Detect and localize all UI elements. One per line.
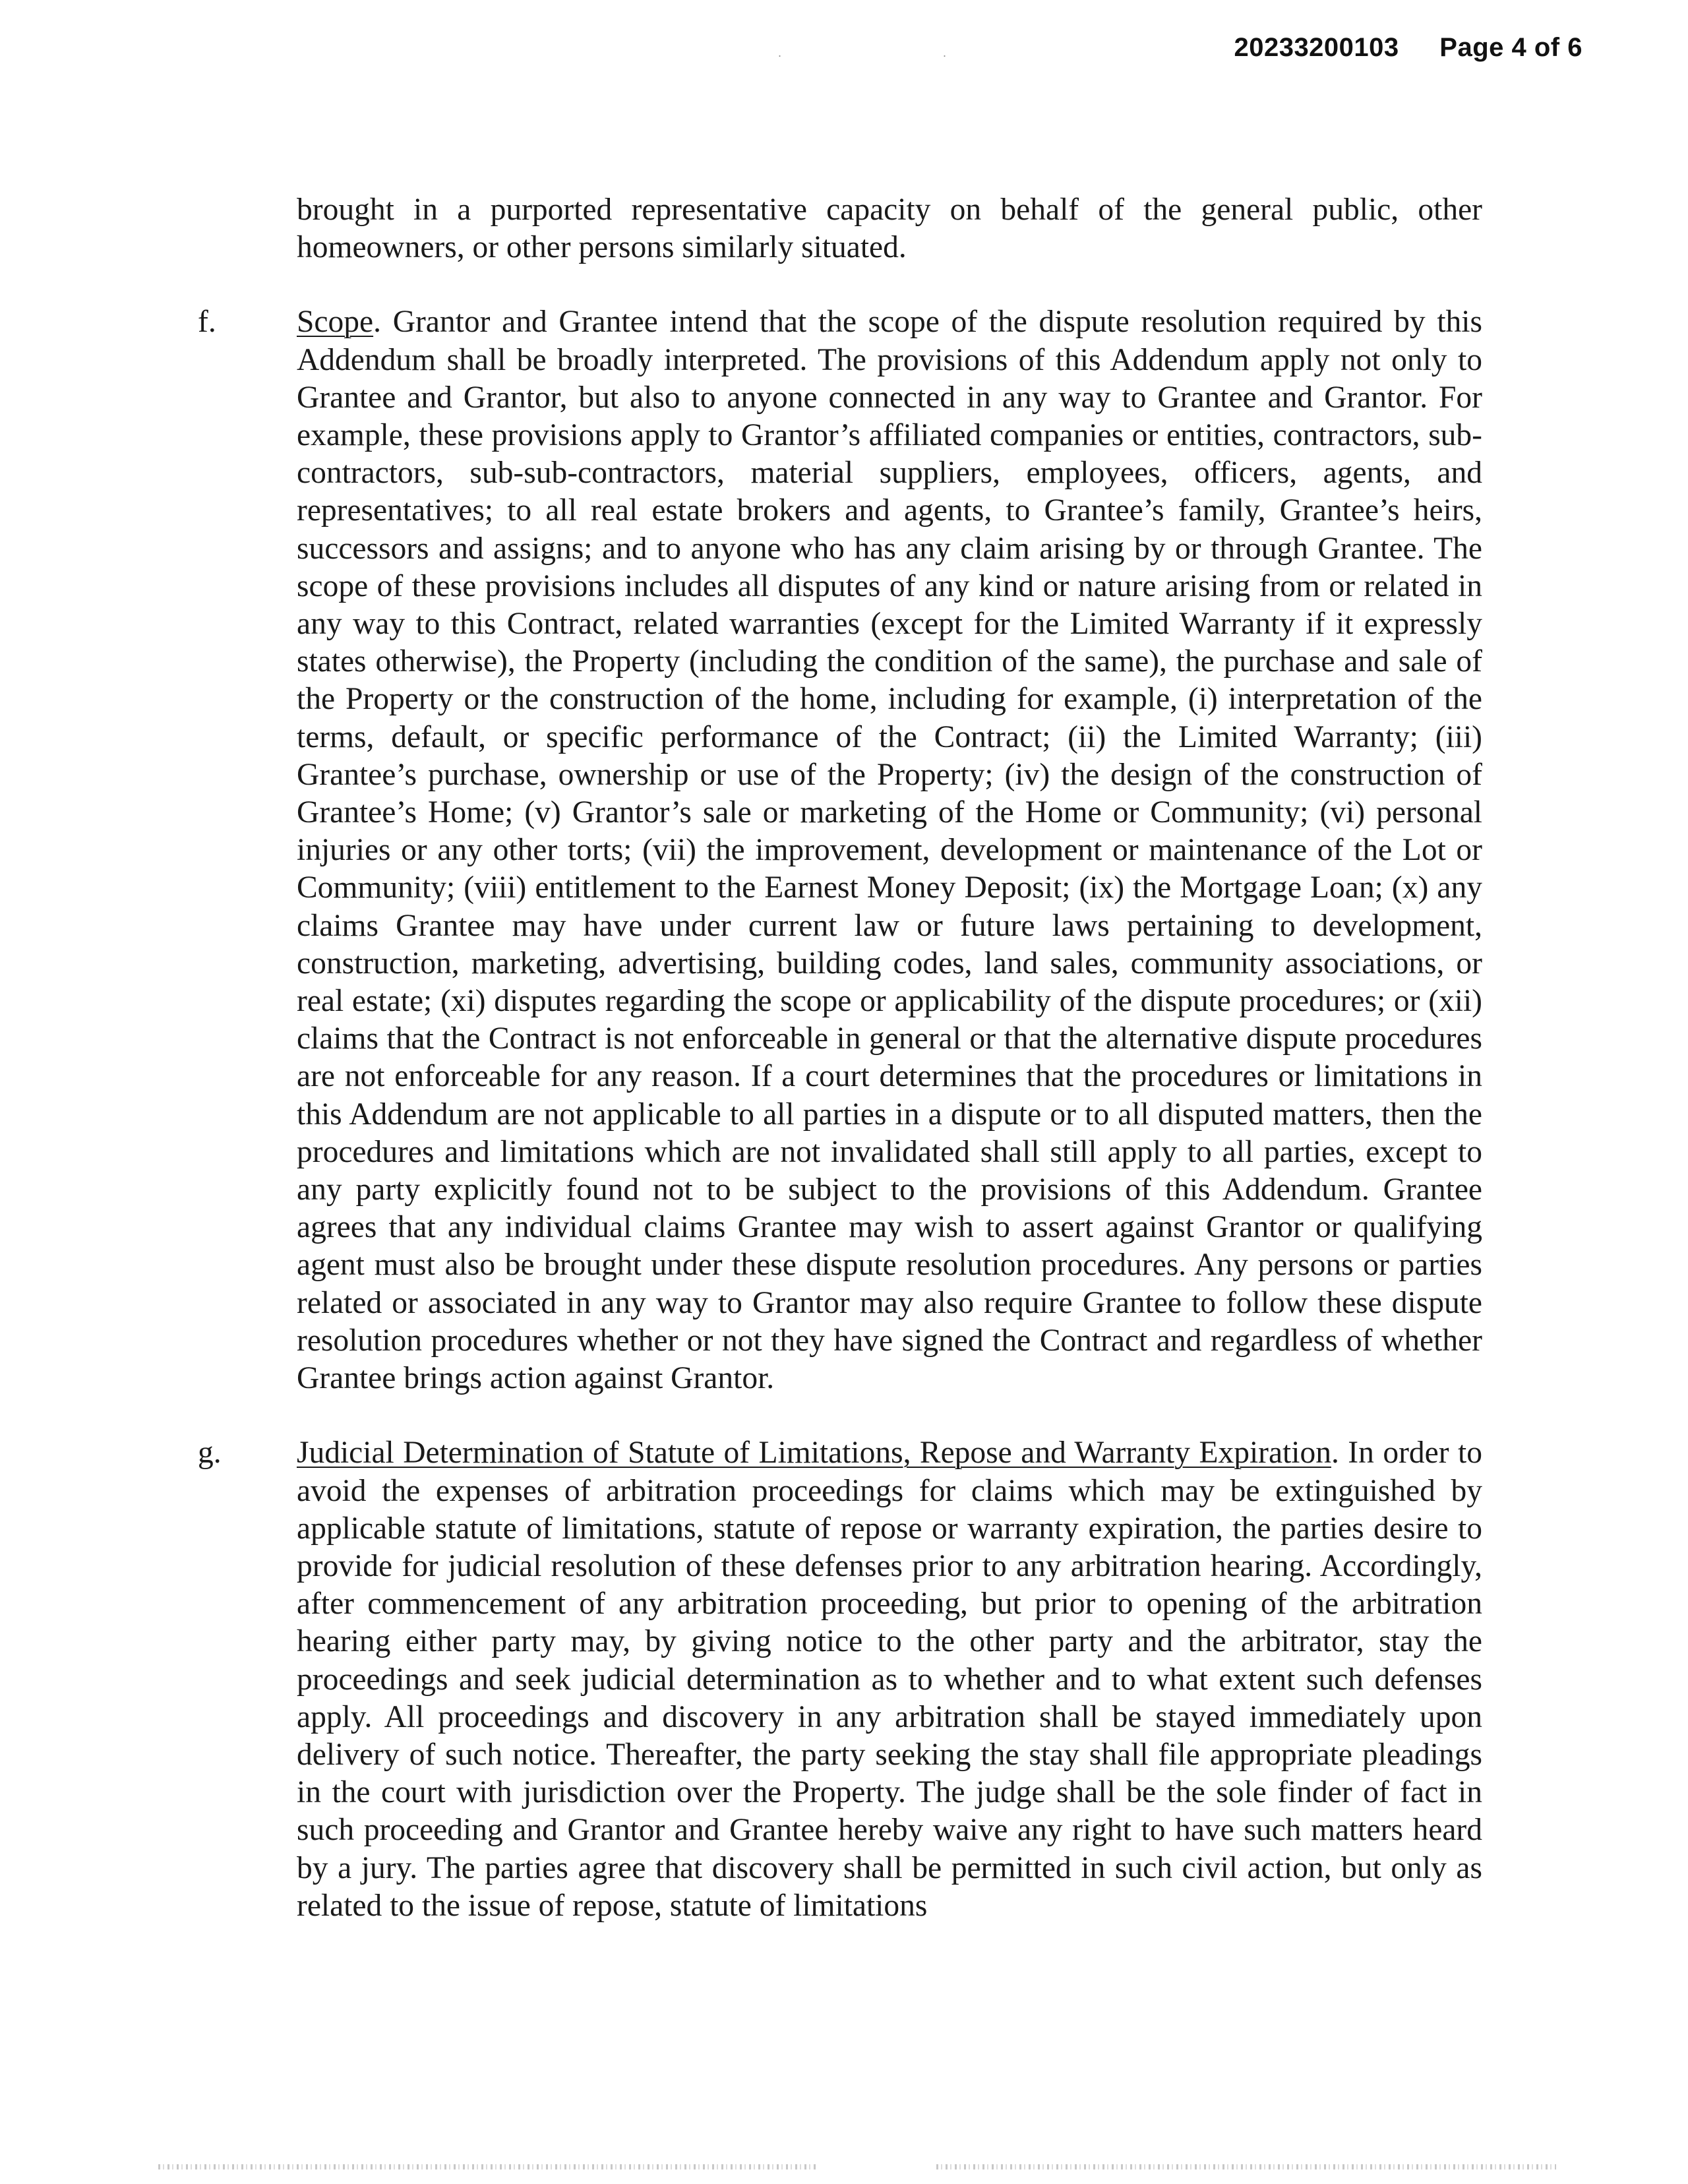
section-item-judicial-determination <box>198 1434 1482 1925</box>
document-body <box>198 191 1482 1925</box>
document-number: 20233200103 <box>1234 33 1399 62</box>
scan-noise-strip <box>936 2164 1556 2169</box>
item-paragraph <box>297 1434 1482 1925</box>
scan-artifact-marks: . . <box>778 46 1026 59</box>
page-number-label: Page 4 of 6 <box>1439 33 1582 62</box>
heading-punctuation: . <box>1331 1436 1339 1471</box>
item-marker: g. <box>198 1436 222 1471</box>
item-heading: Scope <box>297 305 374 340</box>
continued-paragraph: brought in a purported representative capacity on behalf of the general public, other homeowners, or other persons similarly situated. <box>297 193 1482 265</box>
heading-punctuation: . <box>373 305 381 340</box>
scan-noise-strip <box>158 2164 818 2169</box>
item-body-text: Grantor and Grantee intend that the scope of the dispute resolution required by this Addendum shall be broadly interpreted. The provisions of this Addendum apply not only to Grantee and Grantor, but also to anyone connected in any way to Grantee and Grantor. For example, these provisions apply to Grantor’s affiliated companies or entities, contractors, sub-contractors, sub-sub-contractors, material suppliers, employees, officers, agents, and representatives; to all real estate brokers and agents, to Grantee’s family, Grantee’s heirs, successors and assigns; and to anyone who has any claim arising by or through Grantee. The scope of these provisions includes all disputes of any kind or nature arising from or related in any way to this Contract, related warranties (except for the Limited Warranty if it expressly states otherwise), the Property (including the condition of the same), the purchase and sale of the Property or the construction of the home, including for example, (i) interpretation of the terms, default, or specific performance of the Contract; (ii) the Limited Warranty; (iii) Grantee’s purchase, ownership or use of the Property; (iv) the design of the construction of Grantee’s Home; (v) Grantor’s sale or marketing of the Home or Community; (vi) personal injuries or any other torts; (vii) the improvement, development or maintenance of the Lot or Community; (viii) entitlement to the Earnest Money Deposit; (ix) the Mortgage Loan; (x) any claims Grantee may have under current law or future laws pertaining to development, construction, marketing, advertising, building codes, land sales, community associations, or real estate; (xi) disputes regarding the scope or applicability of the dispute procedures; or (xii) claims that the Contract is not enforceable in general or that the alternative dispute procedures are not enforceable for any reason. If a court determines that the procedures or limitations in this Addendum are not applicable to all parties in a dispute or to all disputed matters, then the procedures and limitations which are not invalidated shall still apply to all parties, except to any party explicitly found not to be subject to the provisions of this Addendum. Grantee agrees that any individual claims Grantee may wish to assert against Grantor or qualifying agent must also be brought under these dispute resolution procedures. Any persons or parties related or associated in any way to Grantor may also require Grantee to follow these dispute resolution procedures whether or not they have signed the Contract and regardless of whether Grantee brings action against Grantor. <box>297 305 1482 1396</box>
item-marker: f. <box>198 305 216 340</box>
item-heading: Judicial Determination of Statute of Limitations, Repose and Warranty Expiration <box>297 1436 1331 1471</box>
section-item-scope <box>198 303 1482 1397</box>
item-paragraph <box>297 303 1482 1397</box>
page-header <box>1234 33 1582 63</box>
item-body-text: In order to avoid the expenses of arbitration proceedings for claims which may be extinguished by applicable statute of limitations, statute of repose or warranty expiration, the parties desire to provide for judicial resolution of these defenses prior to any arbitration hearing. Accordingly, after commencement of any arbitration proceeding, but prior to opening of the arbitration hearing either party may, by giving notice to the other party and the arbitrator, stay the proceedings and seek judicial determination as to whether and to what extent such defenses apply. All proceedings and discovery in any arbitration shall be stayed immediately upon delivery of such notice. Thereafter, the party seeking the stay shall file appropriate pleadings in the court with jurisdiction over the Property. The judge shall be the sole finder of fact in such proceeding and Grantor and Grantee hereby waive any right to have such matters heard by a jury. The parties agree that discovery shall be permitted in such civil action, but only as related to the issue of repose, statute of limitations <box>297 1436 1482 1923</box>
